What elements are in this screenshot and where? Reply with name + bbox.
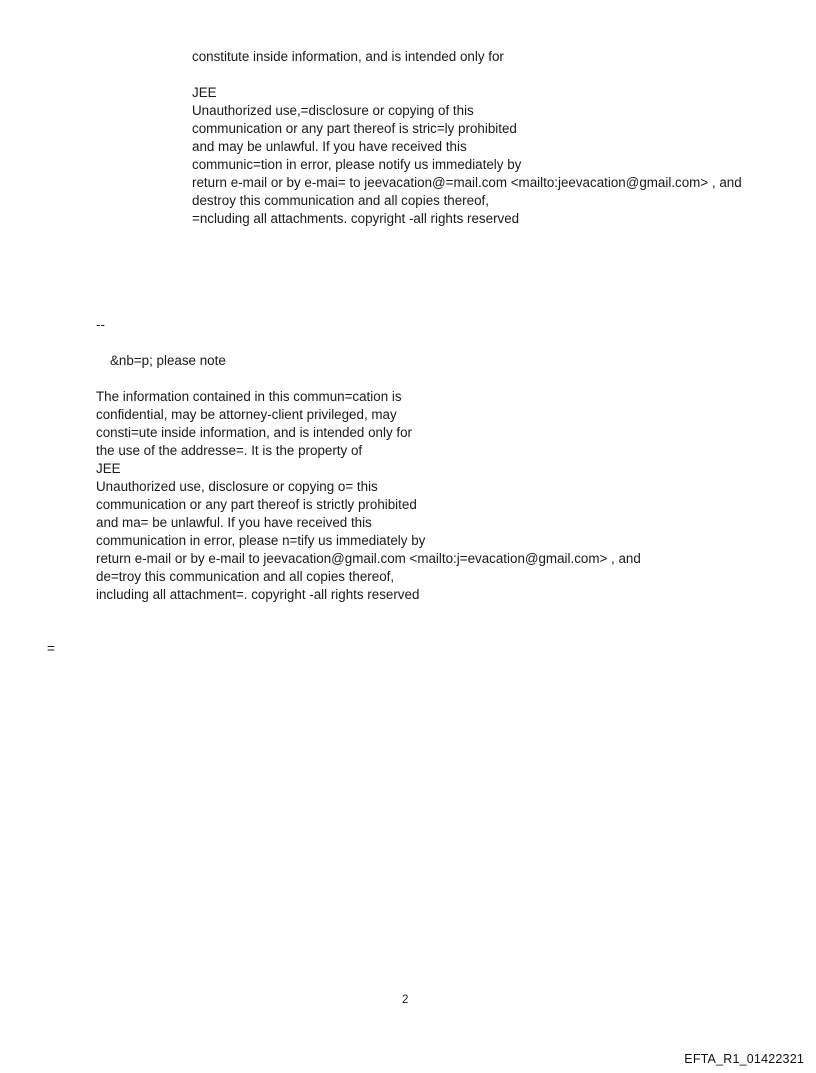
text-line: communic=tion in error, please notify us immediately by	[192, 157, 522, 172]
text-line: communication in error, please n=tify us immediately by	[96, 533, 426, 548]
text-line: including all attachment=. copyright -all rights reserved	[96, 587, 420, 602]
text-line: and ma= be unlawful. If you have received this	[96, 515, 372, 530]
text-line: Unauthorized use, disclosure or copying o= this	[96, 479, 378, 494]
trailing-equals-mark: =	[47, 641, 55, 656]
text-line: confidential, may be attorney-client privileged, may	[96, 407, 397, 422]
text-line: Unauthorized use,=disclosure or copying of this	[192, 103, 474, 118]
text-line: communication or any part thereof is strictly prohibited	[96, 497, 417, 512]
page-number: 2	[402, 994, 409, 1006]
text-line: consti=ute inside information, and is intended only for	[96, 425, 412, 440]
please-note-line: &nb=p; please note	[110, 353, 226, 368]
text-line: communication or any part thereof is stric=ly prohibited	[192, 121, 517, 136]
signature-separator: --	[96, 317, 105, 332]
text-line: constitute inside information, and is intended only for	[192, 49, 504, 64]
text-line: JEE	[96, 461, 121, 476]
text-line: =ncluding all attachments. copyright -all rights reserved	[192, 211, 520, 226]
text-line: JEE	[192, 85, 217, 100]
text-line: return e-mail or by e-mai= to jeevacation@=mail.com <mailto:jeevacation@gmail.com> , and	[192, 175, 742, 190]
document-id: EFTA_R1_01422321	[684, 1052, 804, 1066]
text-line: return e-mail or by e-mail to jeevacation@gmail.com <mailto:j=evacation@gmail.com> , and	[96, 551, 641, 566]
text-line: The information contained in this commun=cation is	[96, 389, 402, 404]
text-line: and may be unlawful. If you have received this	[192, 139, 467, 154]
text-line: destroy this communication and all copies thereof,	[192, 193, 489, 208]
text-line: de=troy this communication and all copies thereof,	[96, 569, 395, 584]
text-line: the use of the addresse=. It is the property of	[96, 443, 363, 458]
